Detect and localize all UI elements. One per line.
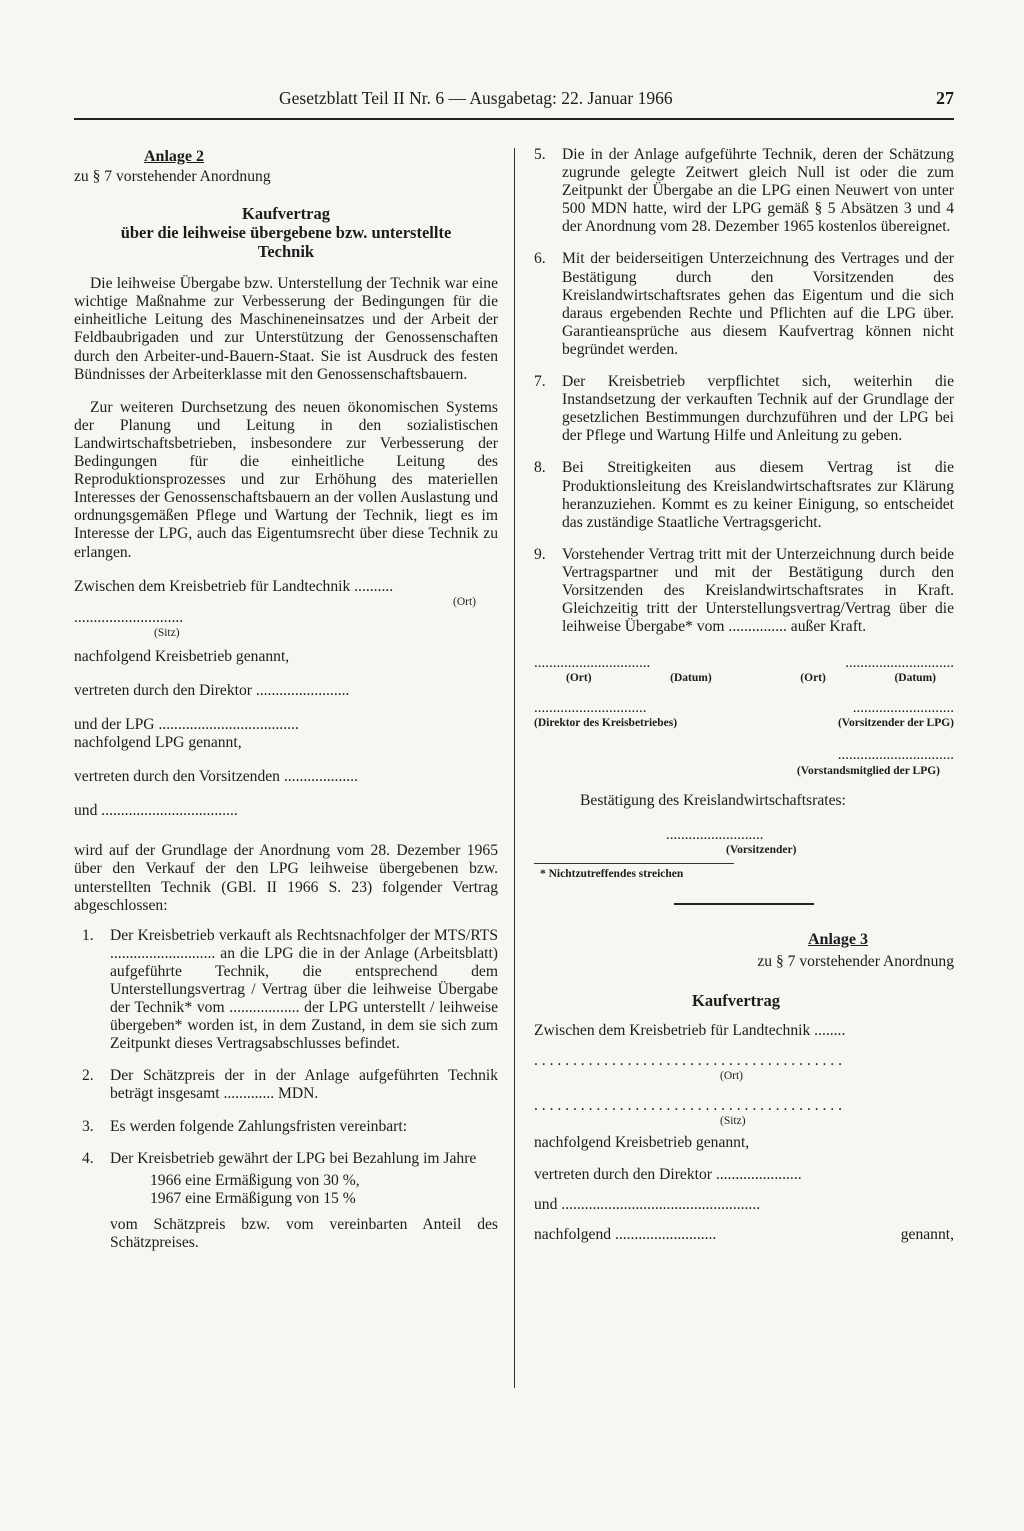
intro-paragraph-2: Zur weiteren Durchsetzung des neuen ökonomischen Systems der Planung und Leitung in den sozialistischen Landwirtschaftsbetrieben, insbesondere zur Verbesserung der Bedingungen für die einheitliche Leitung des Reproduktionsprozesses und zur Erhöhung des materiellen Interesses der Genossenschaftsbauern an der vollen Auslastung und ordnungsgemäßen Pflege und Wartung der Technik, liegt es im Interesse der LPG, auch das Eigentumsrecht über diese Technik zu erlangen.	[74, 398, 498, 561]
anlage3-form	[534, 1022, 954, 1245]
signature-block	[534, 654, 954, 880]
form3-zwischen: Zwischen dem Kreisbetrieb für Landtechnik ........	[534, 1021, 846, 1039]
signature-dots-vorstand: ...............................	[837, 747, 954, 764]
form-vertreten-direktor: vertreten durch den Direktor ........................	[74, 681, 350, 699]
signature-dots-row: ............................... .............................	[534, 655, 954, 672]
form3-label-ort: (Ort)	[720, 1070, 743, 1083]
section-divider	[534, 903, 954, 905]
form3-vertreten: vertreten durch den Direktor ......................	[534, 1166, 802, 1184]
label-vorsitzender-lpg: (Vorsitzender der LPG)	[837, 717, 954, 730]
discount-lines	[82, 1172, 498, 1208]
header-rule	[74, 118, 954, 120]
anlage3-title: Anlage 3	[808, 930, 868, 948]
signature-role-labels	[534, 717, 954, 730]
form3-nachfolgend-kreisbetrieb: nachfolgend Kreisbetrieb genannt,	[534, 1134, 750, 1152]
form3-nachfolgend-row: nachfolgend .......................... genannt,	[534, 1226, 954, 1244]
form-und: und ...................................	[74, 802, 238, 820]
list-item: 3. Es werden folgende Zahlungsfristen vereinbart:	[82, 1117, 408, 1135]
intro-paragraph-1: Die leihweise Übergabe bzw. Unterstellung der Technik war eine wichtige Maßnahme zur Verbesserung der Bedingungen für die einheitliche Leitung des Maschineneinsatzes und der Arbeit der Feldbaubrigaden und zur Unterstützung der Genossenschaften durch den Arbeiter-und-Bauern-Staat. Sie ist Ausdruck des festen Bündnisses der Arbeiterklasse mit den Genossenschaftsbauern.	[74, 275, 498, 383]
footnote-rule	[534, 863, 734, 864]
form-zwischen: Zwischen dem Kreisbetrieb für Landtechnik ..........	[74, 577, 394, 595]
contract-title-line2: über die leihweise übergebene bzw. unterstellte	[120, 223, 452, 243]
form-nachfolgend-lpg: nachfolgend LPG genannt,	[74, 734, 242, 752]
contract-form	[74, 578, 498, 821]
list-item: 1. Der Kreisbetrieb verkauft als Rechtsnachfolger der MTS/RTS ........................... an die LPG die in der Anlage (Arbeitsblatt) aufgeführte Technik, die entsprechend dem Unterstellungsvertrag / Vertrag über die leihweise Übergabe der Technik* vom .................. der LPG unterstellt / leihweise übergeben* worden ist, in dem Zustand, in dem sie sich zum Zeitpunkt dieses Vertragsabschlusses befindet.	[82, 926, 498, 1053]
list-item: 9. Vorstehender Vertrag tritt mit der Unterzeichnung durch beide Vertragspartner und mit der Bestätigung durch den Vorsitzenden des Kreislandwirtschaftsrates in Kraft. Gleichzeitig tritt der Unterstellungsvertrag/Vertrag über die leihweise Übergabe* vom ............... außer Kraft.	[534, 545, 954, 636]
anlage2-title: Anlage 2	[144, 148, 204, 165]
gazette-title: Gesetzblatt Teil II Nr. 6 — Ausgabetag: 22. Januar 1966	[279, 88, 673, 108]
label-vorstandsmitglied: (Vorstandsmitglied der LPG)	[796, 764, 940, 777]
form-vertreten-vorsitzender: vertreten durch den Vorsitzenden ...................	[74, 768, 358, 786]
list-item: 2. Der Schätzpreis der in der Anlage aufgeführten Technik beträgt insgesamt ............. MDN.	[82, 1067, 498, 1103]
dots-sitz: ............................	[74, 608, 184, 626]
list-item: 6. Mit der beiderseitigen Unterzeichnung des Vertrages und der Bestätigung durch den Vorsitzenden des Kreislandwirtschaftsrates gehen das Eigentum und die sich daraus ergebenden Rechte und Pflichten auf die LPG über. Garantieansprüche aus diesem Kaufvertrag können nicht begründet werden.	[534, 250, 954, 358]
label-ort: (Ort)	[453, 595, 476, 608]
contract-items-right	[534, 146, 954, 636]
label-direktor: (Direktor des Kreisbetriebes)	[534, 717, 678, 730]
signature-dots-row-2: .............................. ...........................	[534, 700, 954, 717]
page-number: 27	[936, 88, 954, 108]
list-item: 8. Bei Streitigkeiten aus diesem Vertrag ist die Produktionsleitung des Kreislandwirtschaftsrates zur Klärung heranzuziehen. Kommt es zu keiner Einigung, so entscheidet das zuständige Staatliche Vertragsgericht.	[534, 459, 954, 531]
contract-title-line3: Technik	[257, 242, 315, 262]
anlage3-contract-title: Kaufvertrag	[692, 990, 780, 1010]
list-item: 7. Der Kreisbetrieb verpflichtet sich, weiterhin die Instandsetzung der verkauften Technik auf der Grundlage der gesetzlichen Bestimmungen durchzuführen und der LPG bei der Pflege und Wartung Hilfe und Anleitung zu geben.	[534, 373, 954, 445]
discount-1967: 1967 eine Ermäßigung von 15 %	[150, 1189, 356, 1207]
contract-title: Kaufvertrag	[242, 204, 330, 224]
confirmation-label: Bestätigung des Kreislandwirtschaftsrates:	[580, 791, 846, 809]
left-column	[74, 140, 498, 1252]
anlage3-subtitle: zu § 7 vorstehender Anordnung	[757, 952, 954, 970]
list-item: 5. Die in der Anlage aufgeführte Technik, deren der Schätzung zugrunde gelegte Zeitwert gleich Null ist oder die zum Zeitpunkt der Übergabe an die LPG einen Neuwert von unter 500 MDN hatte, wird der LPG gemäß § 5 Absätzen 3 und 4 der Anordnung vom 28. Dezember 1965 kostenlos übereignet.	[534, 146, 954, 236]
page-header	[74, 84, 954, 114]
column-divider	[514, 148, 515, 1388]
discount-tail: vom Schätzpreis bzw. vom vereinbarten Anteil des Schätzpreises.	[110, 1215, 498, 1252]
anlage3-section	[534, 931, 954, 1245]
form3-dots-sitz: . . . . . . . . . . . . . . . . . . . . . . . . . . . . . . . . . . . . . . . .	[534, 1097, 842, 1115]
footnote: * Nichtzutreffendes streichen	[540, 867, 684, 880]
list-item: 4. Der Kreisbetrieb gewährt der LPG bei Bezahlung im Jahre	[82, 1149, 477, 1167]
right-column	[534, 140, 954, 1245]
anlage2-subtitle: zu § 7 vorstehender Anordnung	[74, 168, 271, 186]
form-und-lpg: und der LPG ....................................	[74, 715, 299, 733]
form-nachfolgend-kreisbetrieb: nachfolgend Kreisbetrieb genannt,	[74, 647, 290, 665]
signature-dots-vorsitzender: ..........................	[666, 826, 764, 843]
form3-label-sitz: (Sitz)	[720, 1115, 746, 1128]
form3-dots-ort: . . . . . . . . . . . . . . . . . . . . . . . . . . . . . . . . . . . . . . . .	[534, 1052, 842, 1069]
signature-place-date-labels: (Ort) (Datum) (Ort) (Datum)	[566, 672, 936, 685]
form3-und: und ...................................................	[534, 1196, 761, 1214]
contract-basis-paragraph: wird auf der Grundlage der Anordnung vom 28. Dezember 1965 über den Verkauf der den LPG leihweise übergebenen bzw. unterstellten Technik (GBl. II 1966 S. 23) folgender Vertrag abgeschlossen:	[74, 842, 498, 914]
label-sitz: (Sitz)	[154, 626, 180, 639]
discount-1966: 1966 eine Ermäßigung von 30 %,	[150, 1171, 360, 1189]
label-vorsitzender: (Vorsitzender)	[726, 843, 797, 856]
contract-items-left	[74, 927, 498, 1252]
